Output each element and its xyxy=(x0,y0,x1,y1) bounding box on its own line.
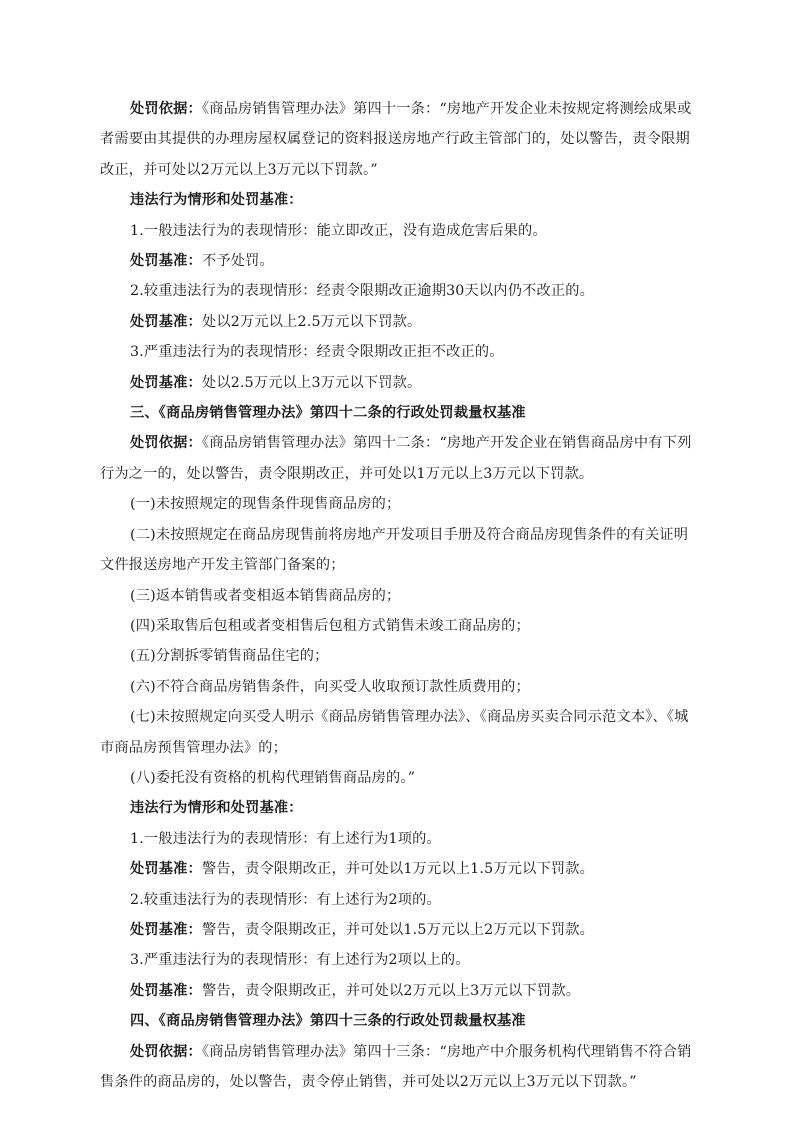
clause-item: (二)未按照规定在商品房现售前将房地产开发项目手册及符合商品房现售条件的有关证明文件报送房地产开发主管部门备案的； xyxy=(100,526,689,574)
penalty-basis-paragraph xyxy=(100,94,699,185)
penalty-standard-text: 处以2万元以上2.5万元以下罚款。 xyxy=(201,313,422,330)
penalty-standard-line xyxy=(100,246,699,276)
penalty-standard-line xyxy=(100,976,699,1006)
penalty-basis-label: 处罚依据： xyxy=(130,435,202,452)
section-heading: 四、《商品房销售管理办法》第四十三条的行政处罚裁量权基准 xyxy=(130,1013,526,1030)
section-heading: 三、《商品房销售管理办法》第四十二条的行政处罚裁量权基准 xyxy=(130,405,526,422)
penalty-basis-paragraph xyxy=(100,428,699,489)
case-line: 1.一般违法行为的表现情形：有上述行为1项的。 xyxy=(130,830,441,847)
penalty-standard-text: 警告，责令限期改正，并可处以1.5万元以上2万元以下罚款。 xyxy=(201,921,595,938)
case-line: 3.严重违法行为的表现情形：经责令限期改正拒不改正的。 xyxy=(130,344,504,361)
penalty-standard-line xyxy=(100,368,699,398)
penalty-basis-text: 《商品房销售管理办法》第四十三条：“房地产中介服务机构代理销售不符合销售条件的商品房的，处以警告，责令停止销售，并可处以2万元以上3万元以下罚款。” xyxy=(100,1043,692,1090)
standard-heading: 违法行为情形和处罚基准： xyxy=(130,800,303,817)
penalty-standard-label: 处罚基准： xyxy=(130,253,202,270)
case-line: 2.较重违法行为的表现情形：经责令限期改正逾期30天以内仍不改正的。 xyxy=(130,283,595,300)
penalty-standard-text: 警告，责令限期改正，并可处以1万元以上1.5万元以下罚款。 xyxy=(201,861,595,878)
penalty-standard-line xyxy=(100,854,699,884)
clause-item: (四)采取售后包租或者变相售后包租方式销售未竣工商品房的； xyxy=(130,617,530,634)
penalty-standard-label: 处罚基准： xyxy=(130,374,202,391)
clause-item: (一)未按照规定的现售条件现售商品房的； xyxy=(130,496,401,513)
penalty-standard-text: 处以2.5万元以上3万元以下罚款。 xyxy=(201,374,422,391)
penalty-standard-text: 警告，责令限期改正，并可处以2万元以上3万元以下罚款。 xyxy=(201,982,581,999)
clause-item: (三)返本销售或者变相返本销售商品房的； xyxy=(130,587,401,604)
penalty-standard-line xyxy=(100,307,699,337)
clause-item: (五)分割拆零销售商品住宅的； xyxy=(130,648,329,665)
case-line: 1.一般违法行为的表现情形：能立即改正，没有造成危害后果的。 xyxy=(130,222,547,239)
penalty-standard-label: 处罚基准： xyxy=(130,861,202,878)
penalty-basis-text: 《商品房销售管理办法》第四十一条：“房地产开发企业未按规定将测绘成果或者需要由其提供的办理房屋权属登记的资料报送房地产行政主管部门的，处以警告，责令限期改正，并可处以2万元以上3万元以下罚款。” xyxy=(100,101,692,178)
clause-item: (六)不符合商品房销售条件，向买受人收取预订款性质费用的； xyxy=(130,678,530,695)
clause-item: (七)未按照规定向买受人明示《商品房销售管理办法》、《商品房买卖合同示范文本》、《城市商品房预售管理办法》的； xyxy=(100,709,689,756)
penalty-standard-text: 不予处罚。 xyxy=(201,253,274,270)
penalty-basis-text: 《商品房销售管理办法》第四十二条：“房地产开发企业在销售商品房中有下列行为之一的，处以警告，责令限期改正，并可处以1万元以上3万元以下罚款。 xyxy=(100,435,692,482)
penalty-basis-label: 处罚依据： xyxy=(130,1043,202,1060)
case-line: 2.较重违法行为的表现情形：有上述行为2项的。 xyxy=(130,891,441,908)
penalty-standard-label: 处罚基准： xyxy=(130,313,202,330)
standard-heading: 违法行为情形和处罚基准： xyxy=(130,192,303,209)
clause-item: (八)委托没有资格的机构代理销售商品房的。” xyxy=(130,769,416,786)
case-line: 3.严重违法行为的表现情形：有上述行为2项以上的。 xyxy=(130,952,470,969)
penalty-basis-paragraph xyxy=(100,1037,699,1098)
penalty-standard-label: 处罚基准： xyxy=(130,921,202,938)
penalty-standard-label: 处罚基准： xyxy=(130,982,202,999)
penalty-standard-line xyxy=(100,915,699,945)
penalty-basis-label: 处罚依据： xyxy=(130,101,202,117)
